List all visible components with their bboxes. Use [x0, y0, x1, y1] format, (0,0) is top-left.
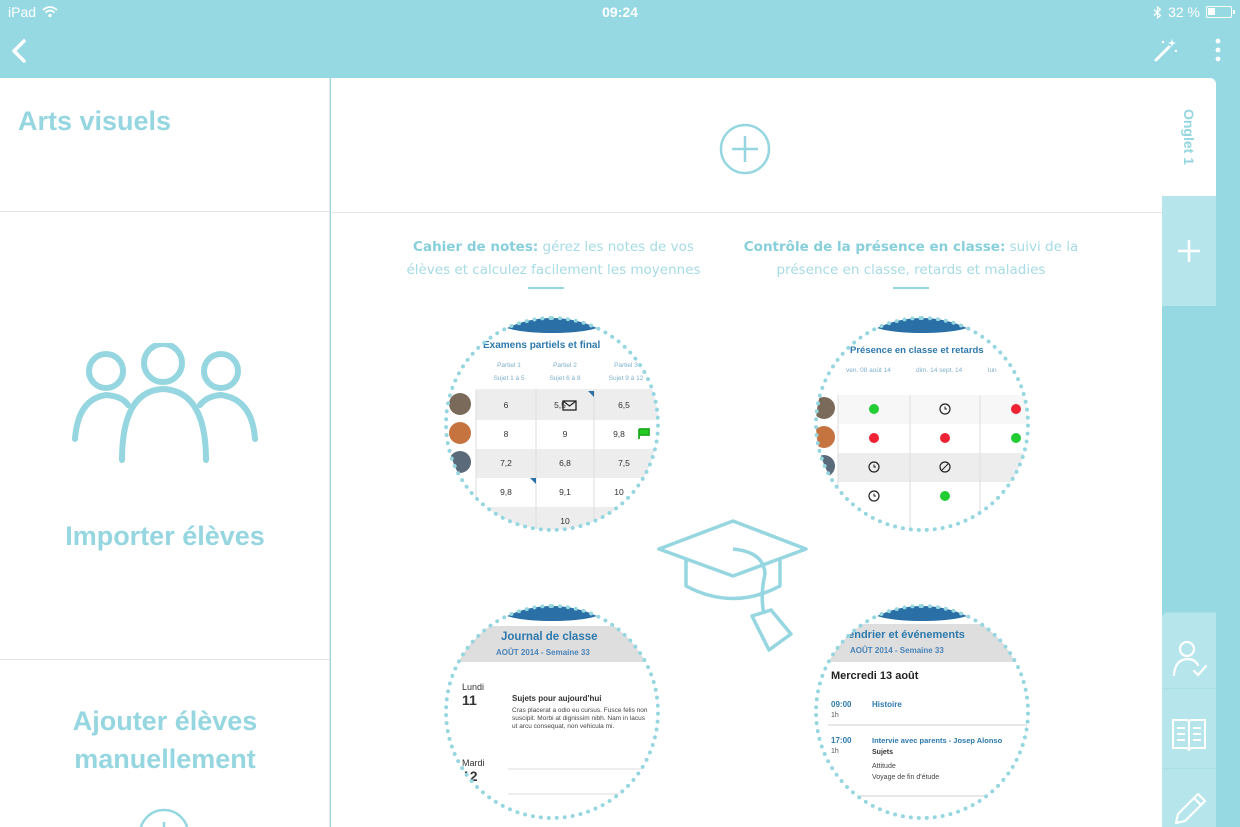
people-icon — [70, 343, 260, 463]
plus-circle-icon[interactable] — [719, 123, 771, 175]
grade-cell: 7,5 — [618, 458, 630, 468]
left-panel — [0, 78, 330, 827]
col-2-sub: Sujet 6 à 8 — [549, 375, 581, 382]
attendance-desc-1: suivi de la — [1005, 239, 1079, 255]
plus-icon — [1162, 196, 1216, 306]
tab-onglet-1-label-wrap — [1162, 78, 1216, 196]
student-profile-button[interactable] — [1162, 612, 1216, 688]
back-button[interactable] — [6, 34, 36, 68]
pencil-icon — [1162, 769, 1216, 827]
graduation-cap-icon — [656, 516, 811, 656]
event-title: Histoire — [872, 700, 902, 709]
grade-cell: 6 — [503, 400, 509, 410]
book-button[interactable] — [1162, 688, 1216, 768]
main-content — [331, 78, 1162, 827]
journal-day-number: 12 — [462, 768, 478, 784]
attendance-preview — [816, 318, 1028, 530]
calendar-title: Calendrier et événements — [831, 629, 965, 641]
col-3-name: Partiel 3 — [614, 362, 638, 369]
magic-wand-icon — [1152, 36, 1180, 64]
attendance-date: dim. 14 sept. 14 — [916, 367, 963, 374]
student-profile-icon — [1162, 613, 1216, 689]
event-duration: 1h — [831, 712, 839, 719]
import-students-button[interactable]: Importer élèves — [65, 521, 265, 551]
journal-heading: Sujets pour aujourd'hui — [512, 694, 602, 703]
carrier-label: iPad — [8, 4, 37, 20]
more-button[interactable] — [1208, 34, 1228, 66]
battery-icon — [1206, 6, 1232, 18]
magic-wand-button[interactable] — [1152, 36, 1180, 64]
attendance-date: ven. 08 août 14 — [846, 367, 891, 374]
grade-cell: 9,1 — [559, 487, 571, 497]
manual-label-line2: manuellement — [74, 744, 256, 774]
gradebook-title-bold: Cahier de notes: — [413, 239, 539, 255]
grade-cell: 9 — [562, 429, 568, 439]
event-duration: 1h — [831, 748, 839, 755]
divider — [0, 211, 330, 212]
grade-cell: 8 — [503, 429, 509, 439]
col-1-name: Partiel 1 — [497, 362, 521, 369]
col-2-name: Partiel 2 — [553, 362, 577, 369]
divider — [0, 659, 330, 660]
grade-cell: 5,5 — [554, 400, 566, 410]
grade-cell: 6,5 — [618, 400, 630, 410]
gradebook-description — [381, 236, 726, 282]
col-1-sub: Sujet 1 à 5 — [493, 375, 525, 382]
nav-bar — [0, 26, 1240, 78]
attendance-desc-2: présence en classe, retards et maladies — [776, 262, 1046, 278]
add-tab-button[interactable] — [1162, 196, 1216, 306]
add-student-plus-icon[interactable] — [138, 808, 190, 827]
calendar-date: Mercredi 13 août — [831, 670, 919, 682]
tab-onglet-1-label: Onglet 1 — [1181, 108, 1198, 166]
calendar-subtitle: AOÛT 2014 - Semaine 33 — [850, 646, 944, 655]
event-detail: Attitude — [872, 763, 896, 770]
bluetooth-icon — [1153, 6, 1162, 19]
more-vertical-icon — [1208, 34, 1228, 66]
attendance-date: lun — [988, 367, 997, 374]
gradebook-desc-1: gérez les notes de vos — [538, 239, 694, 255]
add-students-manually-button[interactable] — [0, 702, 330, 778]
grade-cell: 6,8 — [559, 458, 571, 468]
grade-cell: 9,8 — [613, 429, 625, 439]
event-details-label: Sujets — [872, 749, 894, 756]
event-time: 09:00 — [831, 700, 852, 709]
journal-day-number: 11 — [462, 692, 477, 708]
status-time: 09:24 — [602, 4, 638, 20]
back-icon — [6, 34, 36, 68]
attendance-description — [736, 236, 1086, 282]
attendance-title: Présence en classe et retards — [850, 345, 984, 356]
journal-preview — [446, 606, 658, 818]
battery-label: 32 % — [1168, 4, 1200, 20]
edit-button[interactable] — [1162, 768, 1216, 827]
col-3-sub: Sujet 9 à 12 — [608, 375, 644, 382]
underline — [528, 287, 564, 289]
status-right — [1153, 4, 1232, 20]
calendar-preview — [816, 606, 1028, 818]
gradebook-title: Examens partiels et final — [483, 340, 601, 351]
class-title: Arts visuels — [18, 106, 172, 136]
grade-cell: 10 — [560, 516, 570, 526]
event-detail: Voyage de fin d'étude — [872, 774, 940, 781]
status-bar — [0, 0, 1240, 26]
attendance-title-bold: Contrôle de la présence en classe: — [743, 239, 1006, 255]
event-title: Intervie avec parents - Josep Alonso — [872, 736, 1003, 745]
gradebook-preview — [446, 318, 658, 530]
journal-subtitle: AOÛT 2014 - Semaine 33 — [496, 648, 590, 657]
grade-cell: 9,8 — [500, 487, 512, 497]
grade-cell: 7,2 — [500, 458, 512, 468]
book-icon — [1162, 689, 1216, 769]
event-time: 17:00 — [831, 736, 852, 745]
manual-label-line1: Ajouter élèves — [72, 706, 258, 736]
journal-day: Lundi — [462, 682, 485, 692]
divider — [331, 212, 1162, 213]
grade-cell: 10 — [614, 487, 624, 497]
journal-day: Mardi — [462, 758, 485, 768]
gradebook-desc-2: élèves et calculez facilement les moyennes — [406, 262, 701, 278]
journal-body: Cras placerat a odio eu cursus. Fusce felis non suscipit. Morbi at dignissim nibh. Nam in lacus ut arcu consequat, non vehicula mi. — [512, 707, 648, 730]
journal-title: Journal de classe — [501, 631, 598, 643]
underline — [893, 287, 929, 289]
